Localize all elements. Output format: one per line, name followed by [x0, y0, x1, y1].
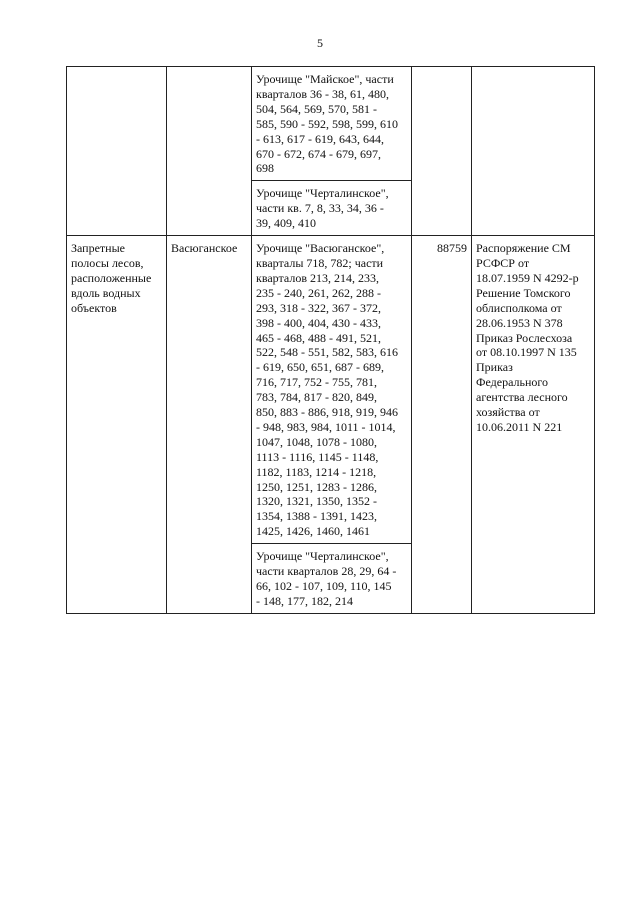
page-number: 5 [317, 36, 323, 50]
area-cell [412, 67, 472, 236]
area-cell: 88759 [412, 236, 472, 614]
category-cell: Запретные полосы лесов, расположенные вдоль водных объектов [67, 236, 167, 614]
location-cell-chertalinskoe: Урочище "Черталинское", части кварталов 28, 29, 64 - 66, 102 - 107, 109, 110, 145 - 148, 177, 182, 214 [252, 544, 412, 614]
protected-forests-table [66, 66, 595, 614]
location-cell-vasyuganskoe: Урочище "Васюганское", кварталы 718, 782; части кварталов 213, 214, 233, 235 - 240, 261, 262, 288 - 293, 318 - 322, 367 - 372, 398 - 400, 404, 430 - 433, 465 - 468, 488 - 491, 521, 522, 548 - 551, 582, 583, 616 - 619, 650, 651, 687 - 689, 716, 717, 752 - 755, 781, 783, 784, 817 - 820, 849, 850, 883 - 886, 918, 919, 946 - 948, 983, 984, 1011 - 1014, 1047, 1048, 1078 - 1080, 1113 - 1116, 1145 - 1148, 1182, 1183, 1214 - 1218, 1250, 1251, 1283 - 1286, 1320, 1321, 1350, 1352 - 1354, 1388 - 1391, 1423, 1425, 1426, 1460, 1461 [252, 236, 412, 544]
forestry-cell [167, 67, 252, 236]
table-row [67, 67, 595, 181]
documents-cell [472, 67, 595, 236]
table-row [67, 236, 595, 544]
documents-cell: Распоряжение СМ РСФСР от 18.07.1959 N 4292-р Решение Томского облисполкома от 28.06.1953 N 378 Приказ Рослесхоза от 08.10.1997 N 135 Приказ Федерального агентства лесного хозяйства от 10.06.2011 N 221 [472, 236, 595, 614]
location-cell-maiskoe: Урочище "Майское", части кварталов 36 - 38, 61, 480, 504, 564, 569, 570, 581 - 585, 590 - 592, 598, 599, 610 - 613, 617 - 619, 643, 644, 670 - 672, 674 - 679, 697, 698 [252, 67, 412, 181]
forestry-cell: Васюганское [167, 236, 252, 614]
location-cell-chertalinskoe: Урочище "Черталинское", части кв. 7, 8, 33, 34, 36 - 39, 409, 410 [252, 181, 412, 236]
category-cell [67, 67, 167, 236]
